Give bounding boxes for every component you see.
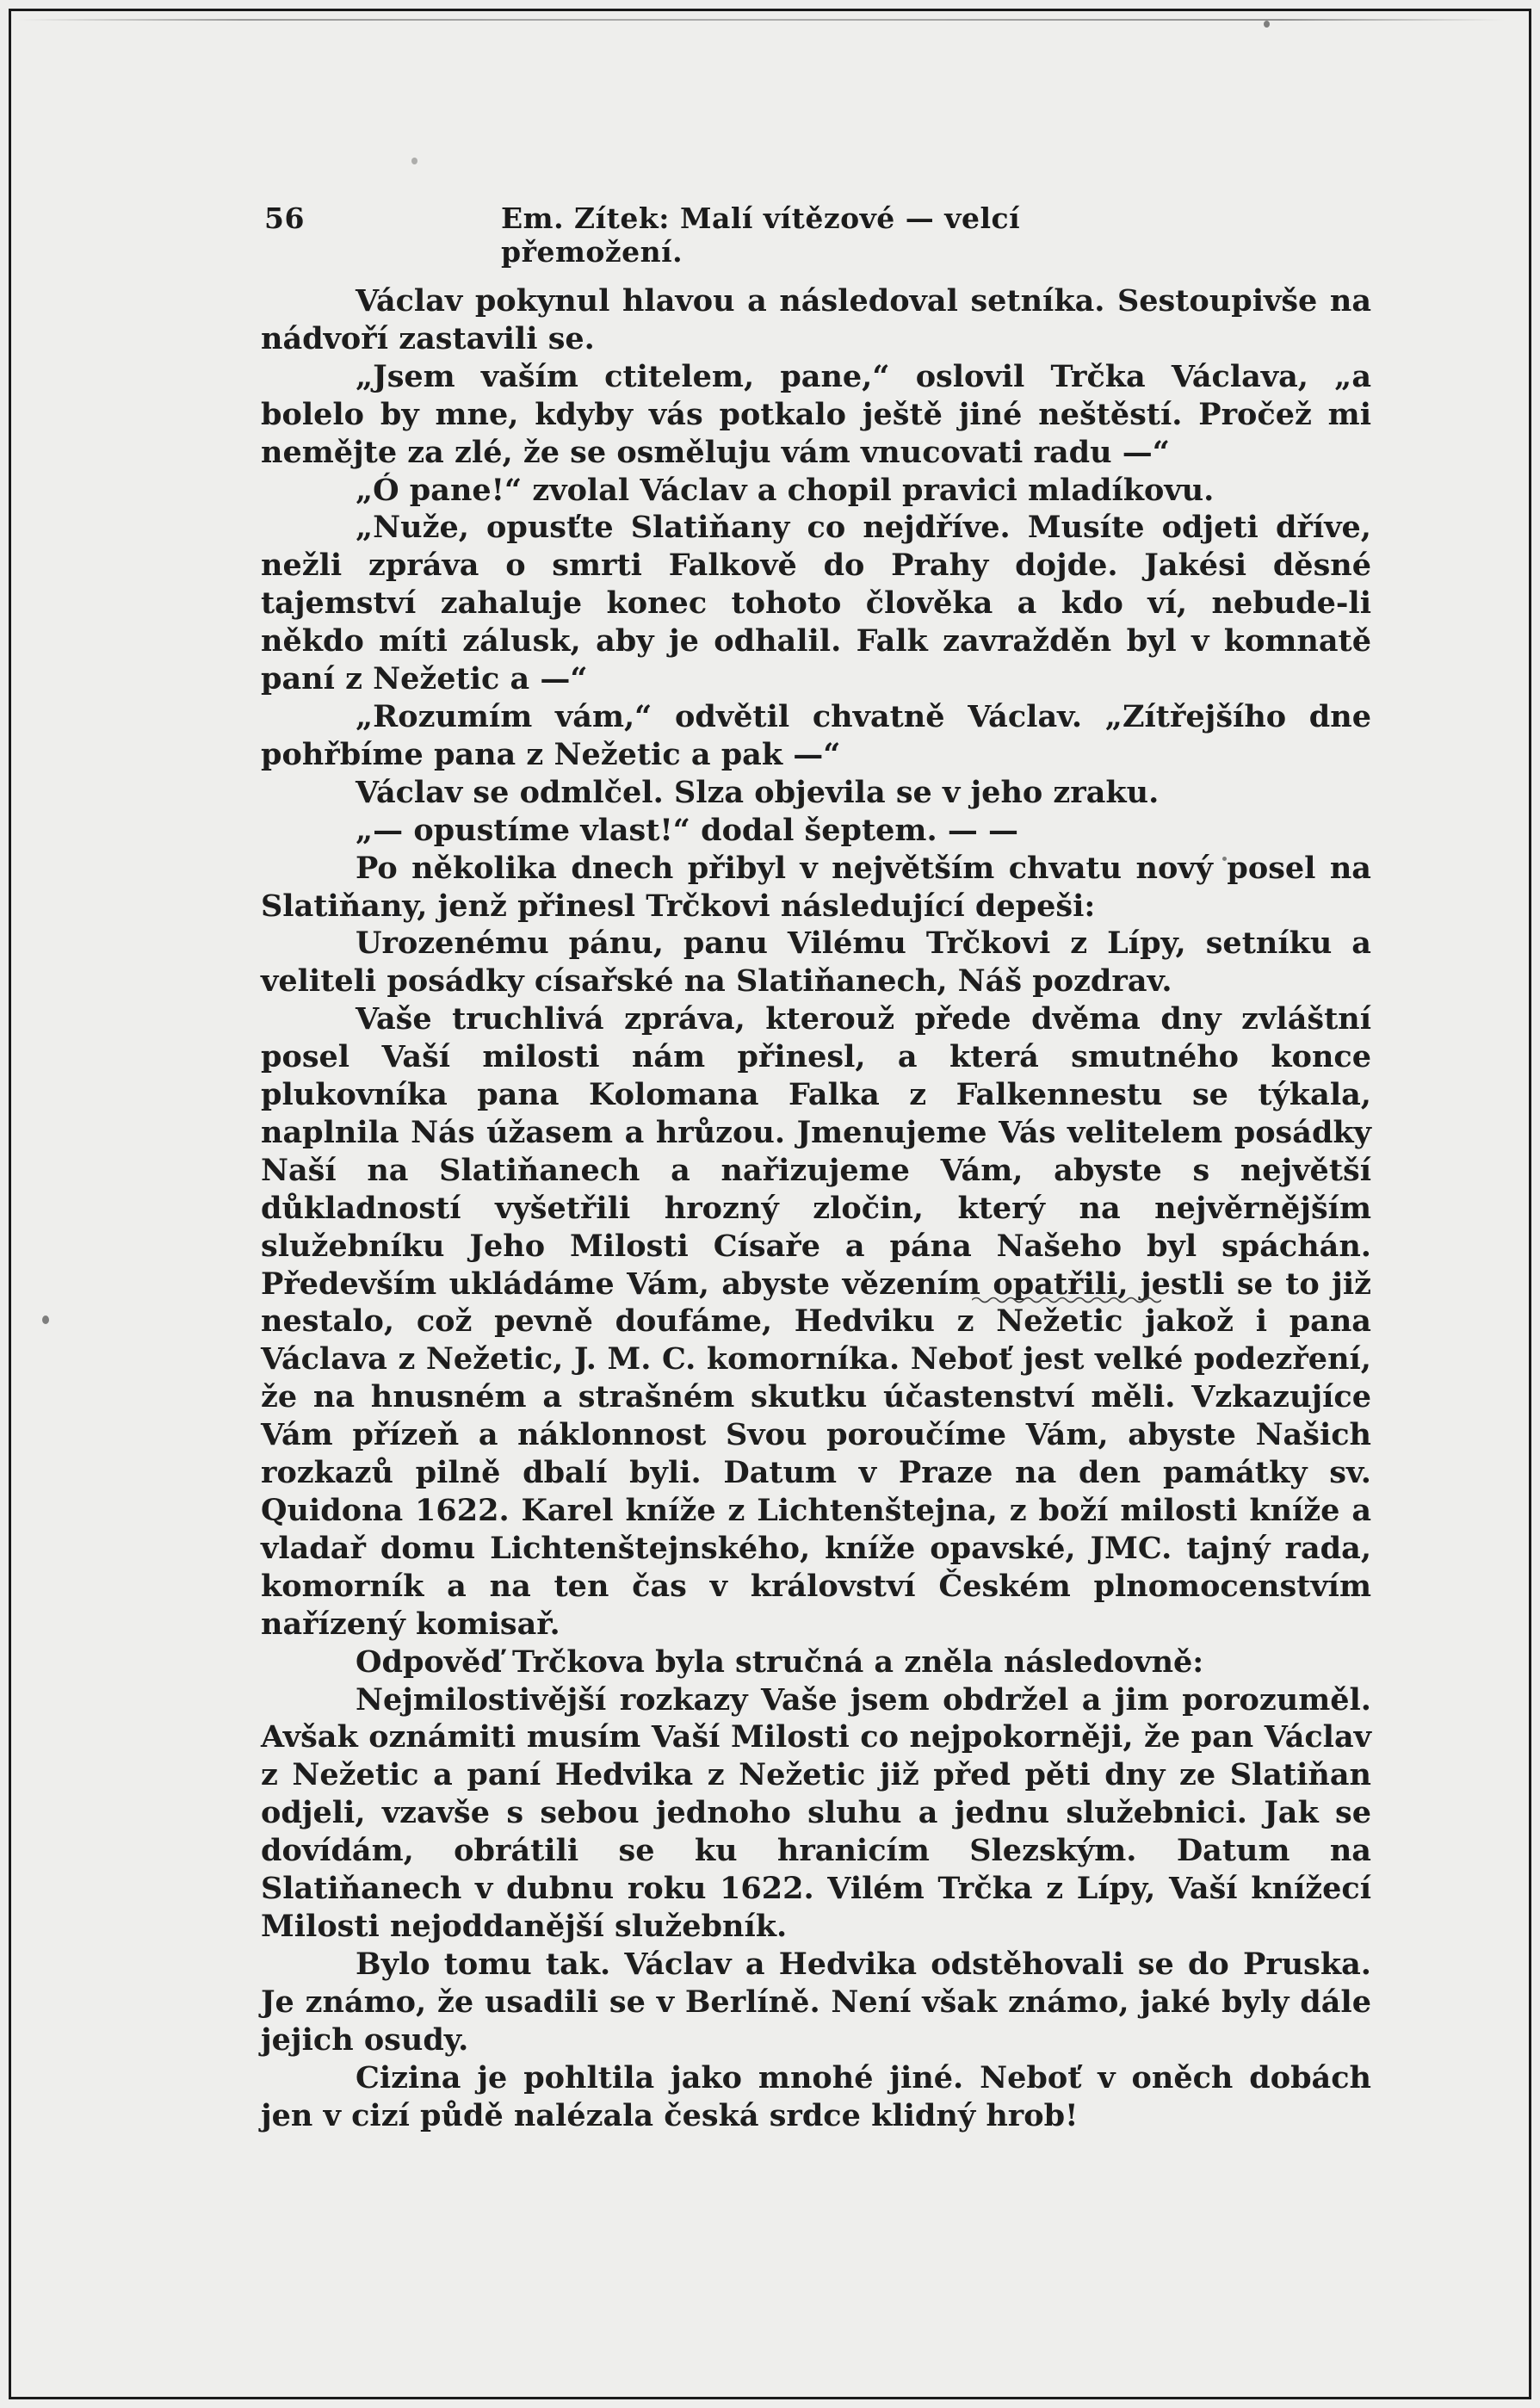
paragraph: „Rozumím vám,“ odvětil chvatně Václav. „Zítřejšího dne pohřbíme pana z Nežetic a pak —“ bbox=[261, 698, 1371, 772]
paragraph: „Ó pane!“ zvolal Václav a chopil pravici mladíkovu. bbox=[356, 472, 1215, 508]
paragraph: Vaše truchlivá zpráva, kterouž přede dvěma dny zvláštní posel Vaší milosti nám přinesl, a která smutného konce plukovníka pana Kolomana Falka z Falkennestu se týkala, naplnila Nás úžasem a hrůzou. Jmenujeme Vás velitelem posádky Naší na Slatiňanech a nařizujeme Vám, abyste s největší důkladností vyšetřili hrozný zločin, který na nejvěrnějším služebníku Jeho Milosti Císaře a pána Našeho byl spáchán. Především ukládáme Vám, abyste vězením opatřili, jestli se to již nestalo, což pevně doufáme, Hedviku z Nežetic jakož i pana Václava z Nežetic, J. M. C. komorníka. Neboť jest velké podezření, že na hnusném a strašném skutku účastenství měli. Vzkazujíce Vám přízeň a náklonnost Svou poroučíme Vám, abyste Našich rozkazů pilně dbalí byli. Datum v Praze na den památky sv. Quidona 1622. Karel kníže z Lichtenštejna, z boží milosti kníže a vladař domu Lichtenštejnského, kníže opavské, JMC. tajný rada, komorník a na ten čas v království Českém plnomocenstvím nařízený komisař. bbox=[261, 1001, 1371, 1642]
body-text bbox=[261, 282, 1371, 2134]
paragraph: Odpověď Trčkova byla stručná a zněla následovně: bbox=[356, 1644, 1204, 1680]
end-ornament bbox=[972, 1295, 1161, 1305]
running-title: Em. Zítek: Malí vítězové — velcí přemožení. bbox=[501, 201, 1021, 269]
paragraph: „— opustíme vlast!“ dodal šeptem. — — bbox=[356, 812, 1019, 848]
dust-speck bbox=[42, 1315, 49, 1324]
paragraph: Nejmilostivější rozkazy Vaše jsem obdržel a jim porozuměl. Avšak oznámiti musím Vaší Milosti co nejpokorněji, že pan Václav z Nežetic a paní Hedvika z Nežetic již před pěti dny ze Slatiňan odjeli, vzavše s sebou jednoho sluhu a jednu služebnici. Jak se dovídám, obrátili se ku hranicím Slezským. Datum na Slatiňanech v dubnu roku 1622. Vilém Trčka z Lípy, Vaší knížecí Milosti nejoddanější služebník. bbox=[261, 1681, 1371, 1944]
paragraph: Cizina je pohltila jako mnohé jiné. Neboť v oněch dobách jen v cizí půdě nalézala česká srdce klidný hrob! bbox=[261, 2059, 1371, 2133]
page-number: 56 bbox=[264, 201, 305, 235]
paragraph: „Nuže, opusťte Slatiňany co nejdříve. Musíte odjeti dříve, nežli zpráva o smrti Falkově do Prahy dojde. Jakési děsné tajemství zahaluje konec tohoto člověka a kdo ví, nebude-li někdo míti zálusk, aby je odhalil. Falk zavražděn byl v komnatě paní z Nežetic a —“ bbox=[261, 510, 1371, 697]
paragraph: Václav se odmlčel. Slza objevila se v jeho zraku. bbox=[356, 774, 1160, 810]
dust-speck bbox=[1264, 21, 1270, 28]
paragraph: Bylo tomu tak. Václav a Hedvika odstěhovali se do Pruska. Je známo, že usadili se v Berlíně. Není však známo, jaké byly dále jejich osudy. bbox=[261, 1946, 1371, 2058]
page-header bbox=[264, 201, 1142, 269]
scan-edge bbox=[17, 19, 1506, 21]
paragraph: Po několika dnech přibyl v největším chvatu nový posel na Slatiňany, jenž přinesl Trčkovi následující depeši: bbox=[261, 850, 1371, 924]
paragraph: „Jsem vaším ctitelem, pane,“ oslovil Trčka Václava, „a bolelo by mne, kdyby vás potkalo ještě jiné neštěstí. Pročež mi nemějte za zlé, že se osměluju vám vnucovati radu —“ bbox=[261, 358, 1371, 470]
dust-speck bbox=[411, 158, 417, 164]
paragraph: Urozenému pánu, panu Vilému Trčkovi z Lípy, setníku a veliteli posádky císařské na Slatiňanech, Náš pozdrav. bbox=[261, 925, 1371, 1000]
paragraph: Václav pokynul hlavou a následoval setníka. Sestoupivše na nádvoří zastavili se. bbox=[261, 283, 1371, 356]
